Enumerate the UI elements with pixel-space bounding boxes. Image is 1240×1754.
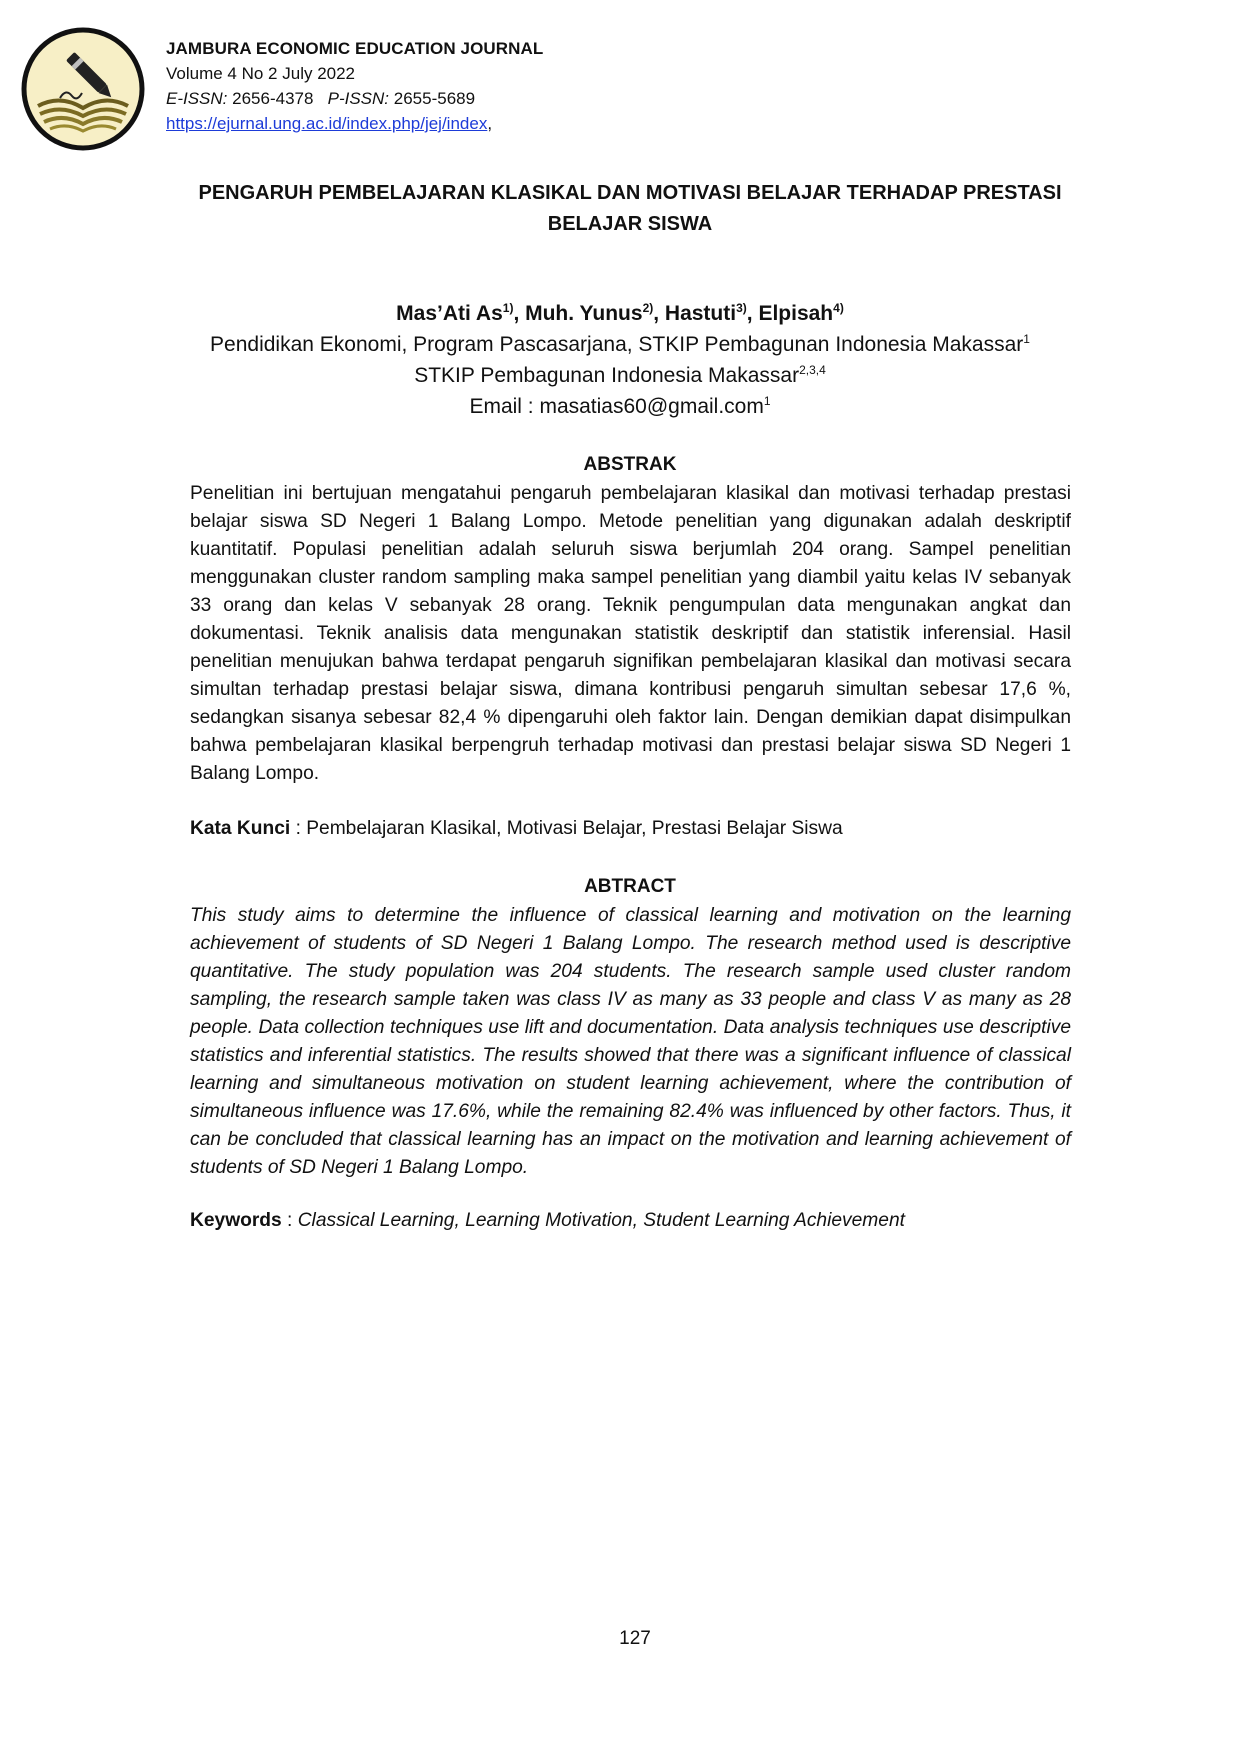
author-sup: 3)	[736, 301, 747, 315]
book-and-pen-logo-icon	[20, 26, 146, 152]
abstract-heading: ABTRACT	[584, 876, 676, 897]
pissn-value: 2655-5689	[393, 89, 476, 108]
author-separator: ,	[513, 302, 526, 325]
author-sup: 1)	[502, 301, 514, 315]
email-sup: 1	[763, 394, 771, 408]
author-sup: 2)	[642, 301, 654, 315]
journal-volume: Volume 4 No 2 July 2022	[166, 64, 356, 83]
author-name: Elpisah	[758, 302, 834, 325]
page-number: 127	[619, 1628, 651, 1649]
pissn-label: P-ISSN:	[327, 89, 390, 108]
paper-title: PENGARUH PEMBELAJARAN KLASIKAL DAN MOTIVASI BELAJAR TERHADAP PRESTASI BELAJAR SISWA	[198, 182, 1062, 235]
author-block	[120, 298, 1120, 422]
abstract-keywords-sep: :	[281, 1210, 298, 1231]
journal-name: JAMBURA ECONOMIC EDUCATION JOURNAL	[166, 39, 544, 58]
abstract-keywords-label: Keywords	[190, 1210, 282, 1231]
journal-url-line	[166, 111, 543, 136]
affiliation-2-text: STKIP Pembagunan Indonesia Makassar	[414, 364, 800, 387]
author-name: Hastuti	[664, 302, 737, 325]
abstrak-heading: ABSTRAK	[583, 454, 677, 475]
author-name: Mas’Ati As	[396, 302, 503, 325]
abstract-text: This study aims to determine the influence of classical learning and motivation on the learning achievement of students of SD Negeri 1 Balang Lompo. The research method used is descriptive quantitative. The study population was 204 students. The research sample used cluster random sampling, the research sample taken was class IV as many as 33 people and class V as many as 28 people. Data collection techniques use lift and documentation. Data analysis techniques use descriptive statistics and inferential statistics. The results showed that there was a significant influence of classical learning and simultaneous motivation on student learning achievement, where the contribution of simultaneous influence was 17.6%, while the remaining 82.4% was influenced by other factors. Thus, it can be concluded that classical learning has an impact on the motivation and learning achievement of students of SD Negeri 1 Balang Lompo.	[190, 905, 1071, 1178]
author-list	[120, 298, 1120, 329]
eissn-value: 2656-4378	[232, 89, 314, 108]
eissn-label: E-ISSN:	[166, 89, 228, 108]
affiliation-1	[120, 329, 1120, 360]
author-separator: ,	[653, 302, 665, 325]
abstract-keywords-text: Classical Learning, Learning Motivation, Student Learning Achievement	[297, 1210, 905, 1231]
abstract-keywords	[190, 1210, 1070, 1232]
email-line	[120, 391, 1120, 422]
journal-logo	[20, 26, 146, 152]
abstrak-keywords-text: Pembelajaran Klasikal, Motivasi Belajar, Prestasi Belajar Siswa	[306, 818, 843, 839]
abstrak-text: Penelitian ini bertujuan mengatahui pengaruh pembelajaran klasikal dan motivasi terhadap prestasi belajar siswa SD Negeri 1 Balang Lompo. Metode penelitian yang digunakan adalah deskriptif kuantitatif. Populasi penelitian adalah seluruh siswa berjumlah 204 orang. Sampel penelitian menggunakan cluster random sampling maka sampel penelitian yang diambil yaitu kelas IV sebanyak 33 orang dan kelas V sebanyak 28 orang. Teknik pengumpulan data mengunakan angkat dan dokumentasi. Teknik analisis data mengunakan statistik deskriptif dan statistik inferensial. Hasil penelitian menujukan bahwa terdapat pengaruh signifikan pembelajaran klasikal dan motivasi secara simultan terhadap prestasi belajar siswa, dimana kontribusi pengaruh simultan sebesar 17,6 %, sedangkan sisanya sebesar 82,4 % dipengaruhi oleh faktor lain. Dengan demikian dapat disimpulkan bahwa pembelajaran klasikal berpengruh terhadap motivasi dan prestasi belajar siswa SD Negeri 1 Balang Lompo.	[190, 483, 1071, 784]
author-sup: 4)	[833, 301, 844, 315]
affiliation-1-sup: 1	[1023, 332, 1030, 346]
abstrak-keywords-label: Kata Kunci	[190, 818, 291, 839]
affiliation-2-sup: 2,3,4	[799, 363, 826, 377]
journal-url-link[interactable]: https://ejurnal.ung.ac.id/index.php/jej/index	[166, 114, 488, 133]
journal-header	[166, 36, 543, 136]
issn-line	[166, 86, 543, 111]
journal-url-suffix: ,	[487, 114, 493, 133]
author-separator: ,	[746, 302, 759, 325]
abstrak-keywords-sep: :	[290, 818, 307, 839]
author-name: Muh. Yunus	[525, 302, 643, 325]
abstrak-keywords	[190, 818, 1070, 840]
affiliation-2	[120, 360, 1120, 391]
affiliation-1-text: Pendidikan Ekonomi, Program Pascasarjana, STKIP Pembagunan Indonesia Makassar	[210, 333, 1024, 356]
email-text: Email : masatias60@gmail.com	[469, 395, 764, 418]
